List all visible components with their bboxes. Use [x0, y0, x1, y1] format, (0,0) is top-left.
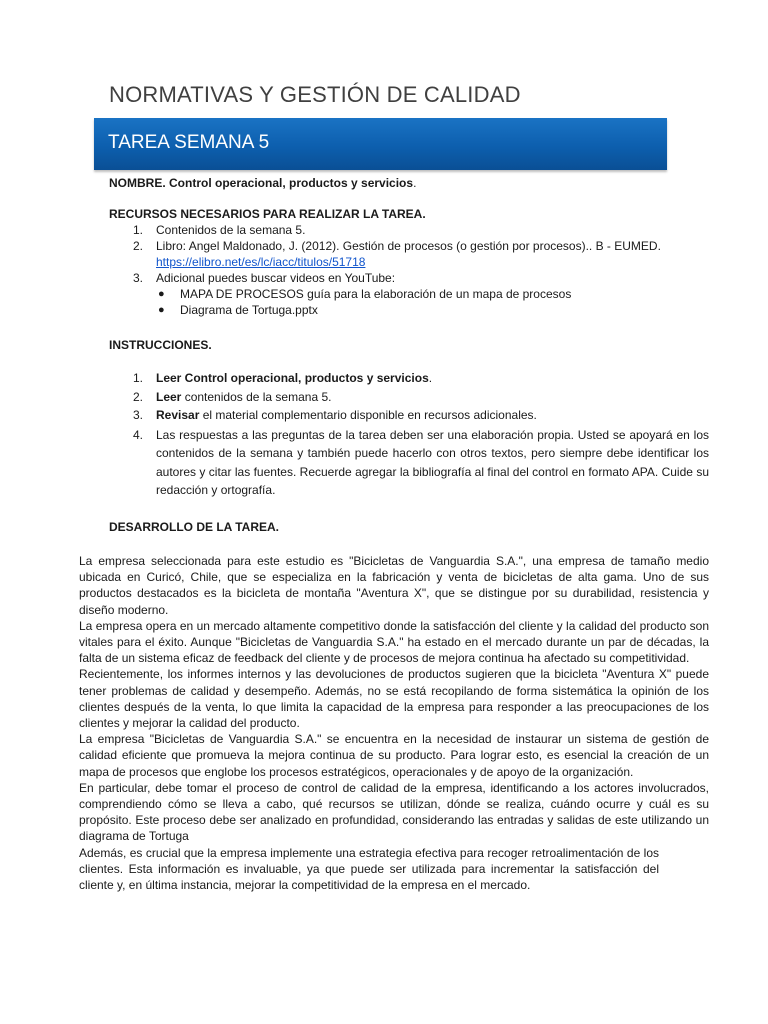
course-title: NORMATIVAS Y GESTIÓN DE CALIDAD: [109, 82, 521, 107]
recursos-heading: RECURSOS NECESARIOS PARA REALIZAR LA TAREA.: [109, 207, 426, 221]
list-item-text: Las respuestas a las preguntas de la tarea deben ser una elaboración propia. Usted se apoyará en los contenidos de la semana y también puede hacerlo con otros textos, pero siempre debe identificar los autores y citar las fuentes. Recuerde agregar la bibliografía al final del control en formato APA. Cuide su redacción y ortografía.: [156, 427, 709, 497]
list-item: [109, 238, 709, 270]
bullet-text: Diagrama de Tortuga.pptx: [180, 303, 318, 317]
nombre-label: NOMBRE. Control operacional, productos y servicios: [109, 176, 414, 190]
list-item-text: .: [428, 371, 433, 385]
list-item-text: Adicional puedes buscar videos en YouTube:: [156, 271, 396, 285]
list-item: [109, 426, 709, 500]
instrucciones-heading: INSTRUCCIONES.: [109, 338, 212, 352]
paragraph: La empresa seleccionada para este estudio es "Bicicletas de Vanguardia S.A.", una empresa de tamaño medio ubicada en Curicó, Chile, que se especializa en la fabricación y venta de bicicletas de alta gama. Uno de sus productos destacados es la bicicleta de montaña "Aventura X", que se distingue por su durabilidad, resistencia y diseño moderno.: [79, 554, 709, 617]
list-item-text: el material complementario disponible en recursos adicionales.: [199, 408, 537, 422]
paragraph: En particular, debe tomar el proceso de control de calidad de la empresa, identificando a los actores involucrados, comprendiendo cómo se lleva a cabo, qué recursos se utilizan, dónde se realiza, cuándo ocurre y cuál es su propósito. Este proceso debe ser analizado en profundidad, considerando las entradas y salidas de este utilizando un diagrama de Tortuga: [79, 780, 709, 844]
assignment-banner: [94, 118, 667, 170]
nombre-line: [109, 175, 709, 191]
bullet-item: [109, 302, 709, 318]
list-item: [109, 369, 709, 388]
list-item-bold: Leer: [156, 389, 182, 404]
bullet-icon: ●: [158, 288, 165, 300]
bullet-text: MAPA DE PROCESOS guía para la elaboración de un mapa de procesos: [180, 287, 572, 301]
list-item: [109, 270, 709, 286]
list-item-text: contenidos de la semana 5.: [181, 389, 332, 404]
paragraph: Recientemente, los informes internos y las devoluciones de productos sugieren que la bicicleta "Aventura X" puede tener problemas de calidad y desempeño. Además, no se está recopilando de forma sistemática la opinión de los clientes después de la venta, lo que limita la capacidad de la empresa para responder a las preocupaciones de los clientes y mejorar la calidad del producto.: [79, 667, 709, 731]
recursos-section: [109, 206, 709, 318]
list-item-bold: Leer Control operacional, productos y servicios: [156, 371, 429, 385]
list-item-text: Contenidos de la semana 5.: [156, 223, 306, 237]
list-number: 1.: [133, 371, 144, 385]
list-number: 3.: [133, 271, 144, 285]
bullet-item: [109, 286, 709, 302]
paragraph: Además, es crucial que la empresa implemente una estrategia efectiva para recoger retroalimentación de los clientes. Esta información es invaluable, ya que puede ser utilizada para incrementar la satisfacción del cliente y, en última instancia, mejorar la competitividad de la empresa en el mercado.: [79, 845, 659, 893]
paragraph: La empresa opera en un mercado altamente competitivo donde la satisfacción del cliente y la calidad del producto son vitales para el éxito. Aunque "Bicicletas de Vanguardia S.A." ha estado en el mercado durante un par de décadas, la falta de un sistema eficaz de feedback del cliente y de procesos de mejora continua ha afectado su competitividad.: [79, 618, 709, 666]
instrucciones-list: [109, 369, 709, 500]
list-item-text: Libro: Angel Maldonado, J. (2012). Gestión de procesos (o gestión por procesos).. B - EUMED.: [156, 239, 661, 253]
list-item: [109, 222, 709, 238]
nombre-trail: .: [413, 176, 417, 190]
list-number: 2.: [133, 389, 144, 404]
list-number: 1.: [133, 223, 144, 237]
bullet-icon: ●: [158, 304, 165, 316]
desarrollo-body: [79, 553, 709, 893]
elibro-link[interactable]: https://elibro.net/es/lc/iacc/titulos/51718: [156, 255, 366, 269]
list-number: 2.: [133, 239, 144, 253]
list-number: 4.: [133, 427, 144, 442]
list-number: 3.: [133, 408, 144, 422]
list-item: [109, 406, 709, 425]
banner-title: TAREA SEMANA 5: [108, 132, 270, 153]
desarrollo-heading: DESARROLLO DE LA TAREA.: [109, 520, 279, 534]
list-item-bold: Revisar: [156, 408, 200, 422]
paragraph: La empresa "Bicicletas de Vanguardia S.A." se encuentra en la necesidad de instaurar un sistema de gestión de calidad eficiente que promueva la mejora continua de su producto. Para lograr esto, es esencial la creación de un mapa de procesos que englobe los procesos estratégicos, operacionales y de apoyo de la organización.: [79, 732, 709, 779]
list-item: [109, 388, 709, 407]
